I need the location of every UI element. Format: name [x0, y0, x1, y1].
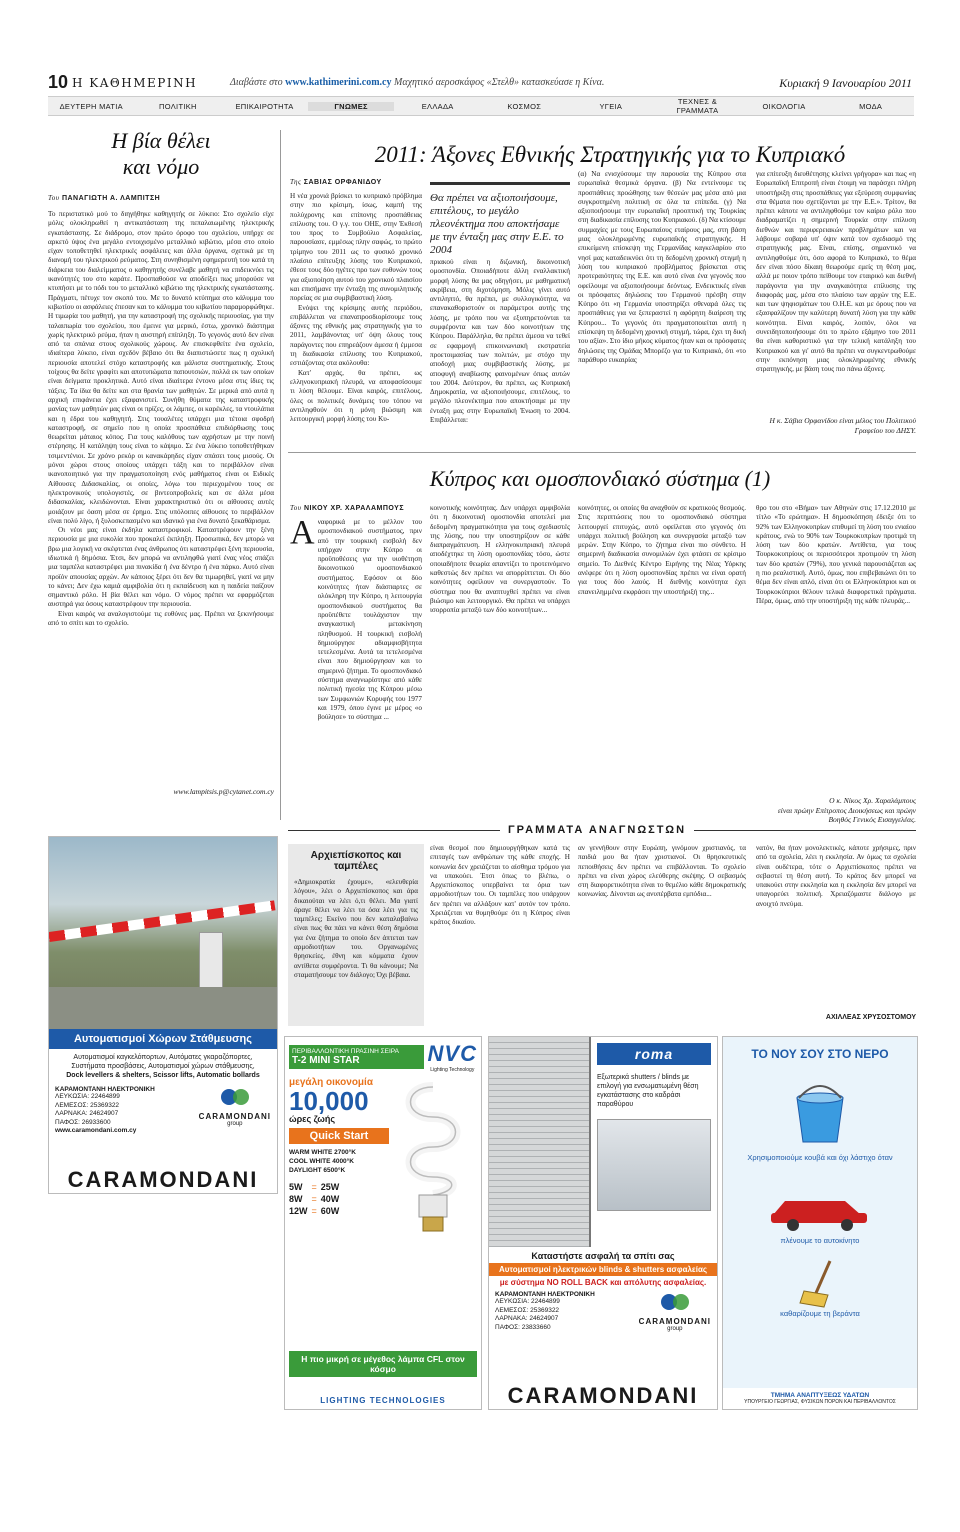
equivalent-wattage: 60W [320, 1206, 340, 1216]
paragraph: Κατ' αρχάς, θα πρέπει, ως ελληνοκυπριακή πλευρά, να αποφασίσουμε τι λύση θέλουμε. Είναι καιρός, επιτέλους, όλες οι πολιτικές δυνάμεις του τόπου να αντιληφθούν ότι η μόνη βιώσιμη και λειτουργική μορφή λύσης του Κυ- [290, 368, 422, 424]
department-name: ΤΜΗΜΑ ΑΝΑΠΤΥΞΕΩΣ ΥΔΑΤΩΝ [770, 1392, 870, 1399]
nvc-logo [428, 1041, 477, 1073]
equivalent-list [321, 1181, 340, 1217]
ad-headline: Καταστήστε ασφαλή τα σπίτι σας [531, 1251, 675, 1261]
parking-photo [49, 837, 277, 1029]
phone-number: ΛΕΥΚΩΣΙΑ: 22464899 [495, 1298, 560, 1305]
ad-security-line: με σύστημα NO ROLL BACK και απόλυτης ασφαλείας. [499, 1278, 707, 1287]
drop-cap: Α [290, 514, 315, 551]
section-title: ΓΡΑΜΜΑΤΑ ΑΝΑΓΝΩΣΤΩΝ [500, 824, 694, 836]
ad-tip: πλένουμε το αυτοκίνητο [780, 1236, 860, 1245]
brand-name: CARAMONDANI [638, 1317, 711, 1326]
page-number: 10 [48, 72, 69, 92]
hours-label: ώρες ζωής [289, 1114, 336, 1124]
author-name: ΝΙΚΟΥ ΧΡ. ΧΑΡΑΛΑΜΠΟΥΣ [303, 505, 405, 512]
phone-list [55, 1093, 199, 1127]
brand-group: group [227, 1121, 243, 1127]
body-paragraph-2: Οι νέοι μας είναι έκδηλα καταστροφικοί. Καταστρέφουν την ξένη περιουσία με μια ευκολία που προκαλεί έκπληξη. Προσωπικά, δεν μπορώ να βρω μια λογική να σκέφτεται ένας άνθρωπος ότι καταστρέφει ξένη περιουσία, ιδιωτικά ή δημόσια. Έτσι, δεν μπορώ να αντιληφθώ γιατί ένας νέος σπάζει μια ταμπέλα καταστρέφει μια πινακίδα ή ένα δέντρο ή ένα πάρκο. Αυτό είναι προϊόν απουσίας αρχών. Αν κάποιος ξέρει ότι δεν θα τιμωρηθεί, γιατί να μην το κάνει; Δεν έχω καμιά αμφιβολία ότι η εκπαίδευση και η παιδεία παίζουν σημαντικό ρόλο. Η βία θέλει και νόμο. Ο νόμος πρέπει να εφαρμόζεται αυστηρά για όσους καταστρέφουν την περιουσία. [48, 526, 274, 609]
nav-item[interactable]: ΜΟΔΑ [859, 101, 883, 111]
signature-role: είναι πρώην Επίτροπος Διοικήσεως και πρώην Βοηθός Γενικός Εισαγγελέας. [777, 805, 916, 824]
series-name: T-2 MINI STAR [292, 1055, 360, 1066]
ad-line: Αυτοματισμοί καγκελόπορτων, Αυτόματες γκαραζόπορτες, [73, 1054, 253, 1061]
article-body [48, 210, 274, 785]
nav-item[interactable]: ΔΕΥΤΕΡΗ ΜΑΤΙΑ [59, 101, 123, 111]
ad-contact [489, 1287, 717, 1336]
cfl-bulb-image [389, 1077, 477, 1247]
article-column-2: κοινοτικής κοινότητας. Δεν υπάρχει αμφιβολία ότι η δικοινοτική ομοσπονδία αποτελεί μια δεδομένη πραγματικότητα για τους σχεδιαστές της λύσης, που την υποστηρίζουν σε κάθε διαπραγμάτευση. Η ελληνοκυπριακή πλευρά αποδέχτηκε τη λύση ομοσπονδίας τόσο, ώστε οποιαδήποτε θεωρία απαντίζει το προτεινόμενο καθεστώς δεν πρέπει να απορρίπτεται. Οι δύο κοινότητες οφείλουν να συνεργαστούν. Το σύστημα που θα αναπτυχθεί πρέπει να είναι βιώσιμο και λειτουργικό. Θα πρέπει να υπάρχει ισορροπία μεταξύ των δύο κοινοτήτων... [430, 504, 570, 615]
paragraph: Ενόψει της κρίσιμης αυτής περιόδου, επιβάλλεται να επαναπροσδιορίσουμε τους άξονες της εθνικής μας στρατηγικής για το 2011, λαμβάνοντας υπ' όψη όλους τους παράγοντες που επηρεάζουν άμεσα ή έμμεσα τη διαδικασία επίλυσης του Κυπριακού, εστιάζοντας στα ακόλουθα: [290, 303, 422, 368]
nav-item[interactable]: ΕΠΙΚΑΙΡΟΤΗΤΑ [235, 101, 294, 111]
nav-item[interactable]: ΠΟΛΙΤΙΚΗ [159, 101, 197, 111]
phone-list [495, 1298, 639, 1332]
article-column-4: για επίτευξη διευθέτησης κλείνει γρήγορα» και πως «η Ευρωπαϊκή Επιτροπή είναι έτοιμη να παράσχει πλήρη υποστήριξη στις προσπάθειες για εξεύρεση συμφωνίας στα θέματα που σχετίζονται με την Ε.Ε.». Τρίτον, θα πρέπει κάποτε να αντιληφθούμε τον καίριο ρόλο που διαδραματίζει η σημερινή Τουρκία στην επίλυση διεθνών και περιφερειακών προβλημάτων και να λάβουμε σοβαρά υπ' όψιν κατά τον σχεδιασμό της στρατηγικής μας. Είναι, επίσης, σημαντικό να αντιληφθούμε ότι, όσο αφορά το Κυπριακό, το θέμα δεν είναι πόσο δίκαιη θεωρούμε εμείς τη θέση μας, αλλά με ποιον τρόπο πείθουμε τον εταιρικό και διεθνή παράγοντα για την αναγκαιότητα επίλυσης της διαφοράς μας, μέσα στο πλαίσιο των αρχών της Ε.Ε. και των ψηφισμάτων του Ο.Η.Ε. και με όρους που να εξασφαλίζουν την καλύτερη δυνατή λύση για την κάθε κοινότητα. Είναι καιρός, λοιπόν, όλοι να συνειδητοποιήσουμε ότι το πρώτο εξάμηνο του 2011 θα είναι καθοριστικό για την τελική κατάληξη του Κυπριακού και γι' αυτό θα πρέπει να συγκεντρωθούμε στην εκπόνηση μιας ολοκληρωμένης εθνικής στρατηγικής, με βάση τους πιο πάνω άξονες. [756, 170, 916, 374]
article-column-3: (α) Να ενισχύσουμε την παρουσία της Κύπρου στα ευρωπαϊκά θεσμικά όργανα. (β) Να εντείνουμε τις προσπάθειες προώθησης των θέσεών μας μέσα από μια συγκροτημένη πολιτική σε όλα τα επίπεδα. (γ) Να αξιοποιήσουμε την ευρωπαϊκή προοπτική της Τουρκίας στη διαδικασία επίλυσης του Κυπριακού. (δ) Να κτίσουμε συμμαχίες με τους Ευρωπαίους εταίρους μας, στη βάση μιας ολοκληρωμένης ευρωπαϊκής στρατηγικής. Η επικείμενη επίσκεψη της Γερμανίδας καγκελαρίου στο νησί μας καταδεικνύει ότι τη δεδομένη χρονική στιγμή η λύση του κυπριακού προβλήματος βρίσκεται στις προτεραιότητες της Ε.Ε. και αυτό είναι ένα γεγονός που οφείλουμε να αξιοποιήσουμε δεόντως. Ενδεικτικές είναι οι πρόσφατες δηλώσεις του Γερμανού πρέσβη στην Κύπρο ότι «η Γερμανία υποστηρίζει σθεναρά όλες τις προσπάθειες για να ξεπεραστεί η αφόρητη διαίρεση της Κύπρου... Το γεγονός ότι πραγματοποιείται αυτή η επίσκεψη τη δεδομένη χρονική στιγμή, τώρα, έχει τη δική του αξία». Στο ίδιο μήκος κύματος ήταν και οι πρόσφατες δηλώσεις της Ομάδας Μπορέζο για το Κυπριακό, ότι «το παράθυρο ευκαιρίας [578, 170, 746, 364]
caramondani-logo [199, 1086, 271, 1127]
nav-item[interactable]: ΕΛΛΑΔΑ [421, 101, 454, 111]
ad-url[interactable]: www.caramondani.com.cy [55, 1127, 137, 1134]
section-nav [48, 96, 914, 116]
paragraph: Η νέα χρονιά βρίσκει το κυπριακό πρόβλημα στην πιο κρίσιμη, ίσως, καμπή της πολύχρονης και επίπονης προσπάθειας επίλυσης του. Ο γ.γ. του ΟΗΕ, στην Έκθεσή του προς το Συμβούλιο Ασφαλείας, παρουσίασε, εμμέσως πλην σαφώς, το πρώτο τρίμηνο του 2011 ως το φυσικό χρονικό πλαίσιο επίτευξης λύσης του Κυπριακού, έθεσε τους δύο ηγέτες προ των ευθυνών τους για αξιοποίηση αυτού του χρονικού πλαισίου και επισήμανε την ένταξη της συνομιλητικής πορείας σε μια συμβιβαστική λύση. [290, 192, 422, 303]
wattage: 5W [289, 1182, 303, 1192]
economy-panel [289, 1077, 389, 1247]
ad-footer [723, 1388, 917, 1409]
ministry-name: ΥΠΟΥΡΓΕΙΟ ΓΕΩΡΓΙΑΣ, ΦΥΣΙΚΩΝ ΠΟΡΩΝ ΚΑΙ ΠΕΡΙΒΑΛΛΟΝΤΟΣ [744, 1399, 896, 1405]
author-name: ΣΑΒΙΑΣ ΟΡΦΑΝΙΔΟΥ [303, 179, 382, 186]
article-column-1 [290, 514, 422, 818]
ad-top-bar [285, 1037, 481, 1077]
phone-number: ΛΕΜΕΣΟΣ: 25369322 [55, 1101, 120, 1109]
ad-subheadline: Αυτοματισμοί ηλεκτρικών blinds & shutters ασφαλείας [489, 1263, 717, 1276]
broom-icon [790, 1259, 850, 1309]
phone-number: ΛΕΥΚΩΣΙΑ: 22464899 [55, 1093, 120, 1100]
logo-mark-icon [219, 1086, 251, 1108]
paragraph: ναφορικά με το μέλλον του ομοσπονδιακού συστήματος, πριν από την τουρκική εισβολή δεν υπήρχαν στην Κύπρο οι προϋποθέσεις για την υιοθέτηση δικοινοτικού ομοσπονδιακού συστήματος. Εφόσον οι δύο κοινότητες ήταν διάσπαρτες σε ολόκληρη την Κύπρο, η λειτουργία ομοσπονδιακού συστήματος θα προϋπέθετε τουλάχιστον την αναγκαστική μετακίνηση πληθυσμού. Η τουρκική εισβολή δημιούργησε αδιαμφισβήτητα τετελεσμένα. Αυτά τα τετελεσμένα είναι που δημιούργησαν και το σημερινό ζήτημα. Το ομοσπονδιακό σύστημα αναγνωρίστηκε από κάθε πολιτική ηγεσία της Κύπρου μέσω των Συμφωνιών Κορυφής του 1977 και 1979, όπου έγινε με μέρος «ο βούλησε» το σύστημα ... [317, 518, 422, 722]
ad-tip: Χρησιμοποιούμε κουβά και όχι λάστιχο όταν [747, 1153, 893, 1162]
byline-prefix: Του [290, 504, 302, 512]
letter-body: «Δημιοκρατία έχουμε», «ελευθερία λόγου», λέει ο Αρχιεπίσκοπος και άρα δικαιούται να λέει ό,τι θέλει. Μα γιατί άραγε θέλει να λέει τα όσα λέει για τις ταμπέλες; Εκείνο που δεν καταλαβαίνω είναι πως θα πάει να κάνει θέση δημόσια για ένα ζήτημα το οποίο δεν άπτεται των αρμοδιοτήτων του. Οργανωμένες θρησκείες, έθνη και κόμματα έχουν αντίθετα συμφέροντα. Τι θα κάνουμε; Να σταματήσουμε τον διάλογο; Όχι βέβαια. [294, 878, 418, 979]
barrier-arm [48, 900, 275, 942]
author-signature: Η κ. Σάβια Ορφανίδου είναι μέλος του Πολιτικού Γραφείου του ΔΗΣΥ. [769, 416, 916, 435]
article-title [48, 128, 274, 180]
brand-group: group [667, 1326, 683, 1332]
phone-number: ΛΑΡΝΑΚΑ: 24624907 [495, 1315, 559, 1322]
product-description: Εξωτερικά shutters / blinds με επιλογή για ενσωματωμένη θέση εγκατάστασης στο καδράσι παραθύρου [597, 1074, 699, 1108]
website-link[interactable]: www.kathimerini.com.cy [285, 77, 392, 88]
color-temperature: COOL WHITE 4000°K [289, 1158, 354, 1165]
road [49, 987, 277, 1029]
shutter-detail-image [597, 1119, 711, 1211]
ad-headline: Η πιο μικρή σε μέγεθος λάμπα CFL στον κόσμο [289, 1351, 477, 1377]
equivalent-wattage: 40W [320, 1194, 340, 1204]
nav-item[interactable]: ΤΕΧΝΕΣ & ΓΡΑΜΜΑΤΑ [676, 97, 719, 115]
byline-prefix: Του [48, 194, 60, 202]
bucket-illustration [770, 1073, 870, 1153]
brand-sub: Lighting Technology [430, 1067, 475, 1073]
letter-column-4: νατόν, θα ήταν μονολεκτικές, κάποτε χρήσιμες, πριν από τα σχολεία, λέει η εκκλησία. Αν όμως τα σχολεία είναι ουδέτερα, τότε ο Αρχιεπίσκοπος πρέπει να σεβαστεί τη θέση αυτή. Το κράτος δεν μπορεί να υπακούει στην εκκλησία και η εκκλησία δεν μπορεί να υπαγορεύει πολιτική. Χρειαζόμαστε διάλογο με ανοιχτό πνεύμα. [756, 844, 916, 908]
car-illustration [760, 1176, 880, 1236]
contact-label: ΚΑΡΑΜΟΝΤΑΝΗ ΗΛΕΚΤΡΟΝΙΚΗ [55, 1086, 155, 1093]
nav-item[interactable]: ΓΝΩΜΕΣ [308, 102, 395, 111]
brand-name: NVC [427, 1041, 477, 1066]
title-line-2: και νόμο [122, 154, 200, 179]
car-icon [765, 1181, 875, 1231]
letter-box [288, 844, 424, 1026]
byline-prefix: Της [290, 178, 302, 186]
issue-date: Κυριακή 9 Ιανουαρίου 2011 [779, 76, 912, 90]
ad-line: Dock levellers & shelters, Scissor lifts, Automatic bollards [66, 1072, 260, 1079]
ad-headline: ΤΟ ΝΟΥ ΣΟΥ ΣΤΟ ΝΕΡΟ [751, 1047, 889, 1061]
author-signature [756, 796, 916, 825]
phone-number: ΠΑΦΟΣ: 23833660 [495, 1323, 551, 1331]
author-name: ΠΑΝΑΓΙΩΤΗ Α. ΛΑΜΠΙΤΣΗ [61, 195, 161, 202]
series-label: ΠΕΡΙΒΑΛΛΟΝΤΙΚΗ ΠΡΑΣΙΝΗ ΣΕΙΡΑ [292, 1048, 399, 1055]
article-title: 2011: Άξονες Εθνικής Στρατηγικής για το Κυπριακό [374, 142, 846, 167]
wattage: 8W [289, 1194, 303, 1204]
contact-label: ΚΑΡΑΜΟΝΤΑΝΗ ΗΛΕΚΤΡΟΝΙΚΗ [495, 1291, 595, 1298]
letter-column-2: είναι θεσμοί που δημιουργήθηκαν κατά τις επιταγές των ανθρώπων της κάθε εποχής. Η κοινωνία δεν χρειάζεται το αίσθημα τρόμου για να υπακούει. Έτσι όπως το βλέπω, ο Αρχιεπίσκοπος υπερβαίνει τα όρια των αρμοδιοτήτων του. Οι ταμπέλες που υπάρχουν δεν πρέπει να αλλάξουν κατ' αυτόν τον τρόπο. Χρειάζεται να θυμηθούμε ότι η Κύπρος είναι κράτος δικαίου. [430, 844, 570, 927]
ad-tip: καθαρίζουμε τη βεράντα [780, 1309, 860, 1318]
letter-signature: ΑΧΙΛΛΕΑΣ ΧΡΥΣΟΣΤΟΜΟΥ [825, 1014, 916, 1021]
ad-line: Συστήματα προσβάσεις, Αυτοματισμοί χώρων στάθμευσης, [71, 1063, 255, 1070]
wattage: 12W [289, 1206, 308, 1216]
tagline-text: Μαχητικό αεροσκάφος «Στελθ» κατασκεύασε η Κίνα. [393, 77, 605, 88]
advertisement-lighting[interactable] [284, 1036, 482, 1410]
brand-banner: CARAMONDANI [49, 1167, 277, 1193]
advertisement-water[interactable] [722, 1036, 918, 1410]
pull-quote: Θα πρέπει να αξιοποιήσουμε, επιτέλους, το μεγάλο πλεονέκτημα που αποκτήσαμε με την ένταξη μας στην Ε.Ε. το 2004 [430, 192, 564, 256]
ad-services [49, 1049, 277, 1084]
signature-name: Ο κ. Νίκος Χρ. Χαραλάμπους [829, 796, 916, 805]
article-column-4: θρο του στο «Βήμα» των Αθηνών στις 17.12.2010 με τίτλο «Το ερώτημα». Η δημοσκόπηση έδειξε ότι το 92% των Ελληνοκυπρίων επιθυμεί τη λύση του ενιαίου κράτους, ενώ το 90% των Τουρκοκυπρίων προτιμά τη λύση των δύο κρατών. Αντίθετα, για τους Τουρκοκυπρίους οι περισσότεροι προτιμούν τη λύση των δύο κρατών (79%), που γενικά παρουσιάζεται ως η πιο ρεαλιστική. Αυτό, όμως, που επιβεβαιώνει ότι το θέμα δεν είναι απλό, είναι ότι οι Ελληνοκύπριοι και οι Τουρκοκύπριοι θέλουν τελικά διαφορετικά πράγματα. Πέρα, όμως, από την υποστήριξη της κάθε πλευράς... [756, 504, 916, 605]
equivalent-wattage: 25W [320, 1182, 340, 1192]
phone-number: ΛΑΡΝΑΚΑ: 24624907 [55, 1110, 119, 1117]
quick-start-badge: Quick Start [289, 1128, 389, 1144]
tagline-prefix: Διαβάστε στο [230, 77, 283, 88]
header-tagline [230, 77, 604, 88]
equivalent-arrow-icon: = = = [311, 1182, 317, 1216]
brand-logo: roma [597, 1043, 711, 1065]
brand-footer: LIGHTING TECHNOLOGIES [320, 1396, 446, 1405]
article-column-3: κοινότητες, οι οποίες θα αναχθούν σε κρατικούς θεσμούς. Στις περιπτώσεις που το ομοσπονδιακό σύστημα λειτουργεί επιτυχώς, αυτό οφείλεται στο γεγονός ότι υπάρχει πολιτική βούληση και συνεργασία μεταξύ των μερών. Στην Κύπρο, το ζήτημα είναι πιο σύνθετο. Η σημερινή διαδικασία συνομιλιών έχει φτάσει σε κρίσιμο σημείο. Το Διεθνές Κέντρο Ειρήνης της Νέας Υόρκης ανέφερε ότι η λύση ομοσπονδίας πρέπει να είναι ορατή για τους δύο λαούς. Η διεθνής κοινότητα έχει επανειλημμένα εκφράσει την υποστήριξή της... [578, 504, 746, 596]
broom-illustration [760, 1259, 880, 1309]
green-series-box [289, 1045, 424, 1069]
letter-column-3: αν γεννήθουν στην Ευρώπη, γινόμουν χριστιανός, τα παιδιά μου θα ήταν χριστιανοί. Οι θρησκευτικές πεποιθήσεις δεν πρέπει να επιβάλλονται. Το σχολείο πρέπει να είναι χώρος ελεύθερης σκέψης. Ο σεβασμός στη διαφορετικότητα είναι το θεμέλιο κάθε δημοκρατικής κοινωνίας. Δίνονται ως ανυπέρβατα εμπόδια... [578, 844, 746, 899]
brand-banner: CARAMONDANI [507, 1383, 699, 1408]
paper-name: Η ΚΑΘΗΜΕΡΙΝΗ [72, 76, 198, 90]
color-temperature: WARM WHITE 2700°K [289, 1149, 356, 1156]
byline [290, 504, 404, 512]
phone-number: ΠΑΦΟΣ: 26933600 [55, 1118, 111, 1126]
article-column-2: πριακού είναι η διζωνική, δικοινοτική ομοσπονδία. Οποιαδήποτε άλλη εναλλακτική μορφή λύσης θα μας οδηγήσει, με μαθηματική ακρίβεια, στη διχοτόμηση. Μόλις γίνει αυτό αντιληπτό, θα πρέπει, με συλλογικότητα, να επανακαθοριστούν οι παράμετροι αυτής της λύσης, με τρόπο που να εξυπηρετούνται τα συμφέροντα και των δύο κοινοτήτων της Κύπρου. Παράλληλα, θα πρέπει άμεσα να τεθεί σε εφαρμογή επικοινωνιακή εκστρατεία προετοιμασίας των πολιτών, με στόχο την αποδοχή μιας συμβιβαστικής λύσης, με αποφυγή αναβίωσης φαινομένων όπως αυτών του 2004. Δεύτερον, θα πρέπει, ως Κυπριακή Δημοκρατία, να αξιοποιήσουμε, επιτέλους, το μεγάλο πλεονέκτημα που αποκτήσαμε με την ένταξη μας στην Ευρωπαϊκή Ένωση το 2004. Επιβάλλεται: [430, 258, 570, 425]
color-temperature: DAYLIGHT 6500°K [289, 1167, 346, 1174]
byline [48, 194, 274, 202]
byline [290, 178, 382, 186]
letter-title: Αρχιεπίσκοπος και ταμπέλες [310, 850, 402, 872]
ad-headline: Αυτοματισμοί Χώρων Στάθμευσης [49, 1029, 277, 1049]
caramondani-logo [639, 1291, 711, 1332]
advertisement-blinds[interactable] [488, 1036, 718, 1410]
roma-panel [591, 1037, 717, 1247]
article-violence [48, 128, 274, 796]
author-email[interactable]: www.lampitsis.p@cytanet.com.cy [173, 787, 274, 796]
color-temperatures [289, 1148, 389, 1175]
phone-number: ΛΕΜΕΣΟΣ: 25369322 [495, 1306, 560, 1314]
logo-mark-icon [659, 1291, 691, 1313]
nav-item[interactable]: ΚΟΣΜΟΣ [507, 101, 542, 111]
article-column-1 [290, 192, 422, 490]
brand-name: CARAMONDANI [198, 1112, 271, 1121]
bucket-icon [785, 1078, 855, 1148]
body-paragraph-3: Είναι καιρός να αναλογιστούμε τις ευθύνες μας. Πρέπει να ξεκινήσουμε από το σπίτι και το σχολείο. [48, 609, 274, 628]
cfl-bulb-icon [393, 1077, 473, 1247]
nav-item[interactable]: ΟΙΚΟΛΟΓΙΑ [762, 101, 806, 111]
watts-list [289, 1181, 308, 1217]
ad-contact [49, 1084, 277, 1136]
hours-value: 10,000 [289, 1086, 369, 1116]
nav-item[interactable]: ΥΓΕΙΑ [599, 101, 623, 111]
pull-quote-rule [430, 182, 570, 185]
advertisement-parking[interactable] [48, 836, 278, 1194]
economy-label: μεγάλη οικονομία [289, 1077, 373, 1088]
article-title: Κύπρος και ομοσπονδιακό σύστημα (1) [429, 466, 771, 491]
body-paragraph-1: Το περιστατικό μού το διηγήθηκε καθηγητής σε λύκειο: Στο σχολείο είχε μόλις ολοκληρωθεί η αντικατάσταση της πεπαλαιωμένης ηλεκτρικής εγκατάστασης. Σε διάδρομο, στον πρώτο όροφο του σχολείου, υπήρχε σε αρκετό ύψος ένα μεγάλο εντοιχισμένο μεταλλικό κιβώτιο, μέσα στο οποίο είχαν τοποθετηθεί ηλεκτρικές ασφάλειες και άλλα όργανα, σχετικά με τη διανομή του ηλεκτρικού ρεύματος. Στη συνηθισμένη εφημερευτή του κατά τη διάρκεια του διαλείμματος ο καθηγητής συνέλαβε μαθητή να επιδεικνύει τις ικανότητές του στο καράτε. Προσπαθούσε να αποδείξει πως μπορούσε να κτυπήσει με το πόδι του το μεταλλικό κιβώτιο της ηλεκτρικής εγκατάστασης. Πράγματι, πέτυχε τον σκοπό του. Με το δυνατό κτύπημα στο κάλυμμα του κιβωτίου οι ασφάλειες έπεσαν και το κάλυμμα του κιβωτίου παραμορφώθηκε. Η τιμωρία του μαθητή, για την καταστροφή της σχολικής περιουσίας, για την ταλαιπωρία του σχολείου, που έμεινε για μερικό, έστω, χρονικό διάστημα χωρίς ηλεκτρικό ρεύμα, ήταν η αυστηρή επίπληξη. Το γεγονός αυτό δεν είναι από τα σπάνια στους σχολικούς χώρους. Αν επισκεφθείτε ένα σχολείο, ιδιαίτερα λύκειο, είναι σχεδόν βέβαιο ότι θα διαπιστώσετε πως η σχολική περιουσία αποτελεί στόχο καταστροφής και μάλιστα συστηματικής. Στους τοίχους θα δείτε γραφίτι και αποτυπώματα παπουτσιών, πολλά εκ των οποίων είναι δείγματα προκλητικά. Αυτό είναι ιδιαίτερα έντονο μέσα στις ίδιες τις τάξεις. Τα ίδια θα δείτε και στα θρανία των μαθητών. Σε μερικά από αυτά η αρχική επιφάνεια έχει εξαφανιστεί. Συνήθη θύματα της καταστροφικής μανίας των μαθητών μας είναι οι πρίζες, οι λάμπες, οι καρέκλες, τα ντουλάπια και η έδρα του καθηγητή. Στις τουαλέτες υπάρχει μια τέτοια σφοδρή καταστροφή, σε σημείο που η οποία προσπάθεια επιδιόρθωσης τους θεωρείται μάταιος κόπος. Για τους καλόθους των αχρήστων με την ποινή στέρησης. Η κατάληψη τους είναι το κάψιμο. Σε ένα λύκειο τοποθετήθηκαν τσιμεντένιοι. Σε χρόνο ρεκόρ οι κανακάρηδες είχαν σπάσει τους μισούς. Οι μόνοι χώροι στους οποίους υπάρχει τάξη και το περιβάλλον είναι ικανοποιητικό για την πραγματοποίηση ενός μαθήματος είναι οι Ειδικές Αίθουσες Διδασκαλίας, οι οποίες, λόγω του περιεχομένου τους σε ηλεκτρονικούς υπολογιστές, σε βιντεοπροβολείς και σε άλλα μέσα διδασκαλίας, κλειδώνονται. Είναι χαρακτηριστικό ότι οι αίθουσες αυτές μοιάζουν με όαση μέσα σε έρημο. Στις υπόλοιπες αίθουσες το περιβάλλον είναι πολύ λίγο, ή ξυλοσκεπασμένο και ιδανικό για ένα δυνατό ξεκαθάρισμα. [48, 210, 274, 525]
shutter-image [489, 1037, 591, 1247]
title-line-1: Η βία θέλει [111, 128, 211, 153]
